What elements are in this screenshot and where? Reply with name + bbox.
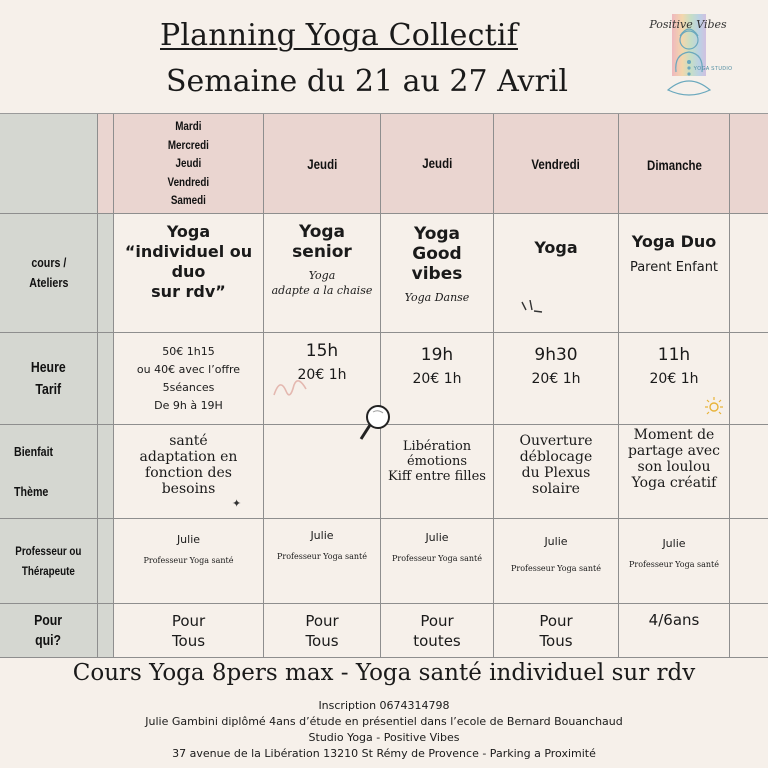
spacer-cell [98,333,114,425]
star-icon: ✦ [232,498,242,510]
heure-value: 15h [305,341,339,361]
day-header-label: Jeudi [306,155,337,172]
day-header [619,114,730,214]
spacer-cell [730,214,768,333]
swirl-icon [272,373,308,401]
pour-cell [381,604,494,658]
theme-cell [114,425,264,519]
spacer-cell [98,114,114,214]
day-header [264,114,381,214]
tarif-value: 20€ 1h [297,367,347,383]
day-header-label: Vendredi [531,155,581,172]
spacer-cell [730,604,768,658]
prof-role: Professeur Yoga santé [277,552,367,561]
theme-text: Ouverture déblocage du Plexus solaire [519,433,593,497]
sparkle-icon [520,300,544,314]
cours-cell [494,214,619,333]
prof-name: Julie [425,531,449,544]
row-label-pour [0,604,98,658]
theme-cell [381,425,494,519]
cours-title: Yoga [534,238,578,257]
pour-text: Pour toutes [413,611,461,650]
row-label-cours [0,214,98,333]
prof-cell [264,519,381,604]
cours-cell [619,214,730,333]
footer-headline: Cours Yoga 8pers max - Yoga santé individuel sur rdv [72,660,696,686]
day-header-label: Jeudi [421,155,452,171]
footer-address: 37 avenue de la Libération 13210 St Rémy de Provence - Parking a Proximité [172,747,596,760]
page-title: Planning Yoga Collectif [160,18,518,53]
pour-text: 4/6ans [648,611,700,629]
cours-title: Yoga “individuel ou duo sur rdv” [124,222,253,301]
prof-name: Julie [310,529,334,542]
tarif-cell [494,333,619,425]
prof-cell [494,519,619,604]
heure-value: 19h [420,345,454,365]
prof-cell [114,519,264,604]
tarif-value: 20€ 1h [531,371,581,387]
prof-cell [381,519,494,604]
prof-name: Julie [662,537,686,550]
prof-role: Professeur Yoga santé [143,556,234,565]
theme-cell [619,425,730,519]
prof-role: Professeur Yoga santé [392,554,482,563]
heure-value: 9h30 [534,345,578,365]
theme-text: Libération émotions Kiff entre filles [388,439,486,484]
cours-subtitle: Yoga adapte a la chaise [271,269,373,297]
cours-cell [381,214,494,333]
cours-title: Yoga Duo [631,232,717,251]
spacer-cell [98,214,114,333]
prof-cell [619,519,730,604]
cours-subtitle: Yoga Danse [404,291,470,304]
row-label-text: cours / Ateliers [28,255,69,290]
tarif-cell [114,333,264,425]
day-header-label: Dimanche [646,157,702,173]
day-header-label: Mardi Mercredi Jeudi Vendredi Samedi [167,119,210,208]
logo-brand: Positive Vibes [649,18,727,31]
spacer-cell [730,425,768,519]
row-label-bienfait [0,425,98,519]
cours-subtitle: Parent Enfant [629,260,719,275]
footer-studio: Studio Yoga - Positive Vibes [308,731,460,744]
pour-cell [114,604,264,658]
cours-cell [114,214,264,333]
tarif-cell [381,333,494,425]
logo-sub: YOGA STUDIO [693,66,733,72]
day-header [494,114,619,214]
theme-text: santé adaptation en fonction des besoins [139,433,238,497]
pour-cell [619,604,730,658]
pour-text: Pour Tous [171,611,206,650]
prof-role: Professeur Yoga santé [629,560,719,569]
theme-cell [264,425,381,519]
heure-value: 11h [657,345,691,365]
page-subtitle: Semaine du 21 au 27 Avril [166,64,568,99]
schedule-table [0,113,768,658]
day-header [381,114,494,214]
spacer-cell [730,114,768,214]
pour-text: Pour Tous [305,611,339,650]
spacer-cell [98,425,114,519]
prof-name: Julie [544,535,568,548]
cours-cell [264,214,381,333]
spacer-cell [730,333,768,425]
footer-info [0,698,768,762]
day-header [114,114,264,214]
tarif-cell [619,333,730,425]
tarif-value: 20€ 1h [649,371,699,387]
row-label-text: Professeur ou Thérapeute [15,544,82,578]
pour-cell [494,604,619,658]
logo [628,10,748,110]
sun-icon [703,395,725,417]
prof-name: Julie [176,533,201,546]
corner-cell [0,114,98,214]
cours-title: Yoga Good vibes [411,224,463,284]
theme-cell [494,425,619,519]
row-label-prof [0,519,98,604]
tarif-detail: 50€ 1h15 ou 40€ avec l’offre 5séances De 9h à 19H [136,344,241,412]
row-label-text: Heure Tarif [31,358,66,398]
theme-text: Moment de partage avec son loulou Yoga créatif [627,427,721,491]
pour-text: Pour Tous [539,611,573,650]
spacer-cell [98,519,114,604]
tarif-value: 20€ 1h [412,371,462,387]
footer-inscription: Inscription 0674314798 [318,699,450,712]
row-label-text: Bienfait Thème [14,443,54,499]
footer-bio: Julie Gambini diplômé 4ans d’étude en présentiel dans l’ecole de Bernard Bouanchaud [145,715,623,728]
row-label-heure [0,333,98,425]
pour-cell [264,604,381,658]
prof-role: Professeur Yoga santé [511,564,601,573]
row-label-text: Pour qui? [34,611,63,649]
cours-title: Yoga senior [292,222,352,262]
spacer-cell [730,519,768,604]
spacer-cell [98,604,114,658]
